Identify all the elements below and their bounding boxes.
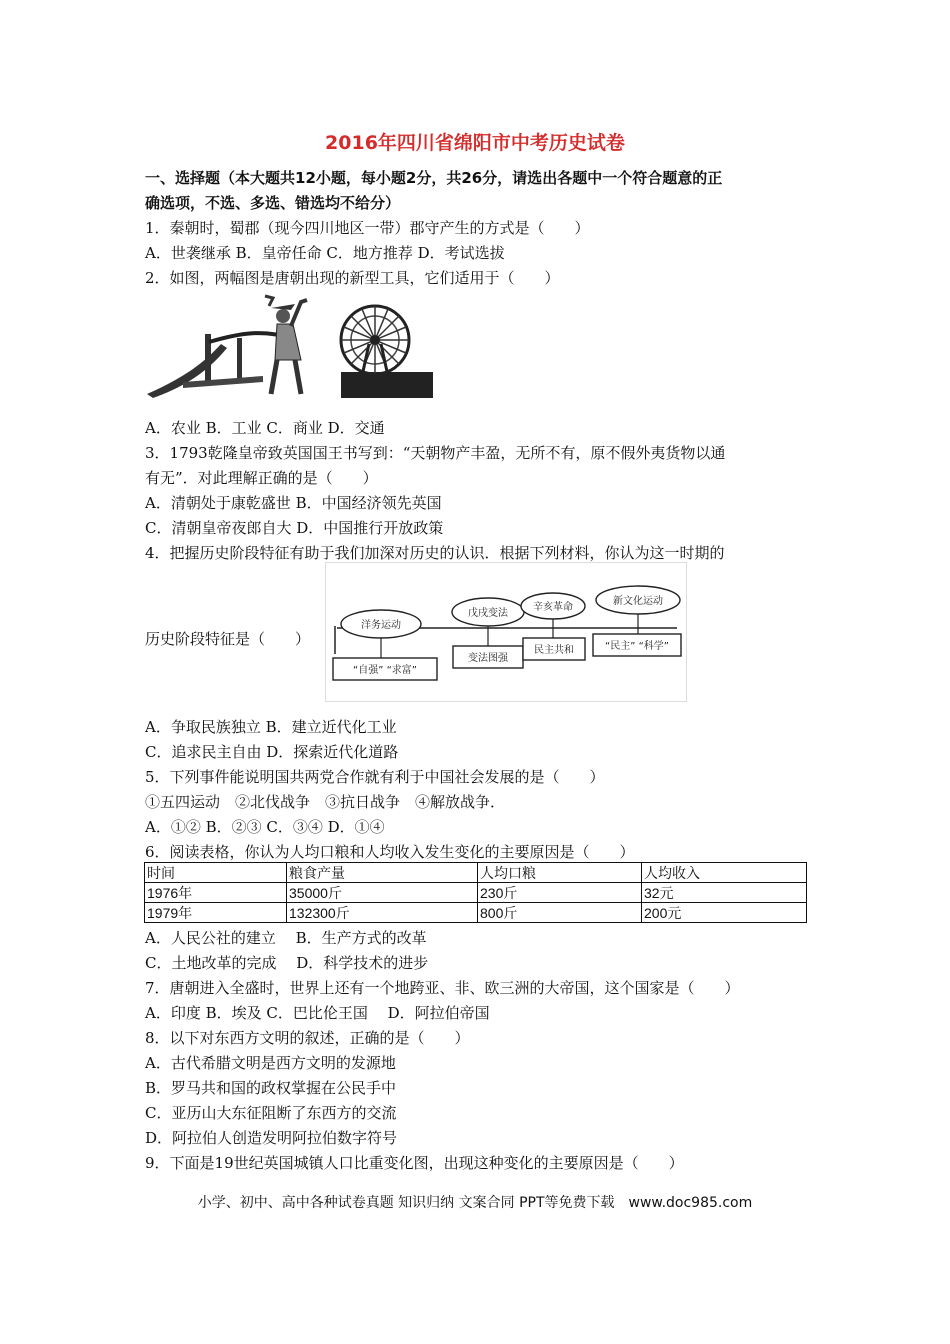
svg-text:“民主” “科学”: “民主” “科学” (605, 641, 669, 652)
grain-income-table (144, 862, 807, 923)
q4-stem-line1: 4．把握历史阶段特征有助于我们加深对历史的认识．根据下列材料，你认为这一时期的 (145, 544, 725, 562)
table-cell: 1976年 (145, 883, 287, 903)
q5-options: A．①② B．②③ C．③④ D．①④ (145, 818, 385, 836)
section-heading-line1: 一、选择题（本大题共12小题，每小题2分，共26分，请选出各题中一个符合题意的正 (145, 169, 723, 187)
table-cell: 1979年 (145, 903, 287, 923)
table-header-row (145, 863, 807, 883)
q2-options: A．农业 B．工业 C．商业 D．交通 (145, 419, 385, 437)
svg-text:洋务运动: 洋务运动 (361, 620, 401, 631)
svg-text:变法图强: 变法图强 (468, 653, 508, 664)
diagram-goal-1 (333, 658, 437, 680)
q3-options-ab: A．清朝处于康乾盛世 B．中国经济领先英国 (145, 494, 442, 512)
table-cell: 32元 (642, 883, 807, 903)
waterwheel-illustration (341, 306, 433, 398)
diagram-event-4 (596, 586, 680, 614)
svg-text:民主共和: 民主共和 (534, 645, 574, 656)
q7-options: A．印度 B．埃及 C．巴比伦王国 D．阿拉伯帝国 (145, 1004, 490, 1022)
table-cell: 230斤 (478, 883, 642, 903)
q3-options-cd: C．清朝皇帝夜郎自大 D．中国推行开放政策 (145, 519, 444, 537)
q5-stem: 5．下列事件能说明国共两党合作就有利于中国社会发展的是（ ） (145, 768, 605, 786)
tang-tools-image (143, 294, 435, 400)
table-header-cell: 粮食产量 (287, 863, 478, 883)
modernization-diagram (325, 562, 687, 702)
q4-options-ab: A．争取民族独立 B．建立近代化工业 (145, 718, 397, 736)
q4-options-cd: C．追求民主自由 D．探索近代化道路 (145, 743, 399, 761)
diagram-event-1 (341, 610, 421, 638)
svg-text:辛亥革命: 辛亥革命 (533, 602, 573, 613)
page-title: 2016年四川省绵阳市中考历史试卷 (325, 132, 625, 154)
q6-options-ab: A．人民公社的建立 B．生产方式的改革 (145, 929, 427, 947)
q4-stem-line2: 历史阶段特征是（ ） (145, 630, 311, 648)
q6-options-cd: C．土地改革的完成 D．科学技术的进步 (145, 954, 429, 972)
q8-option-c: C．亚历山大东征阻断了东西方的交流 (145, 1104, 397, 1122)
q3-stem-line2: 有无”．对此理解正确的是（ ） (145, 469, 378, 487)
q8-option-b: B．罗马共和国的政权掌握在公民手中 (145, 1079, 397, 1097)
q1-stem: 1．秦朝时，蜀郡（现今四川地区一带）郡守产生的方式是（ ） (145, 219, 590, 237)
q9-stem: 9．下面是19世纪英国城镇人口比重变化图，出现这种变化的主要原因是（ ） (145, 1154, 684, 1172)
svg-text:“自强” “求富”: “自强” “求富” (353, 665, 417, 676)
table-cell: 800斤 (478, 903, 642, 923)
table-row (145, 883, 807, 903)
q8-option-a: A．古代希腊文明是西方文明的发源地 (145, 1054, 396, 1072)
q8-stem: 8．以下对东西方文明的叙述，正确的是（ ） (145, 1029, 470, 1047)
diagram-goal-3 (523, 638, 585, 660)
svg-text:戊戌变法: 戊戌变法 (468, 608, 508, 619)
table-header-cell: 人均口粮 (478, 863, 642, 883)
q8-option-d: D．阿拉伯人创造发明阿拉伯数字符号 (145, 1129, 398, 1147)
section-heading-line2: 确选项，不选、多选、错选均不给分） (145, 194, 401, 212)
diagram-goal-2 (453, 646, 523, 668)
table-row (145, 903, 807, 923)
q5-items: ①五四运动 ②北伐战争 ③抗日战争 ④解放战争． (145, 793, 506, 811)
svg-text:新文化运动: 新文化运动 (613, 596, 663, 607)
diagram-event-2 (452, 598, 524, 626)
q1-options: A．世袭继承 B．皇帝任命 C．地方推荐 D．考试选拔 (145, 244, 505, 262)
plough-illustration (147, 296, 307, 398)
q6-stem: 6．阅读表格，你认为人均口粮和人均收入发生变化的主要原因是（ ） (145, 843, 635, 861)
diagram-goal-4 (593, 634, 681, 656)
q3-stem-line1: 3．1793乾隆皇帝致英国国王书写到：“天朝物产丰盈，无所不有，原不假外夷货物以通 (145, 444, 726, 462)
page-footer: 小学、初中、高中各种试卷真题 知识归纳 文案合同 PPT等免费下载 www.doc985.com (197, 1195, 753, 1211)
table-cell: 132300斤 (287, 903, 478, 923)
table-cell: 200元 (642, 903, 807, 923)
table-header-cell: 时间 (145, 863, 287, 883)
q2-stem: 2．如图，两幅图是唐朝出现的新型工具，它们适用于（ ） (145, 269, 560, 287)
table-header-cell: 人均收入 (642, 863, 807, 883)
table-cell: 35000斤 (287, 883, 478, 903)
q7-stem: 7．唐朝进入全盛时，世界上还有一个地跨亚、非、欧三洲的大帝国，这个国家是（ ） (145, 979, 740, 997)
diagram-event-3 (521, 593, 585, 619)
